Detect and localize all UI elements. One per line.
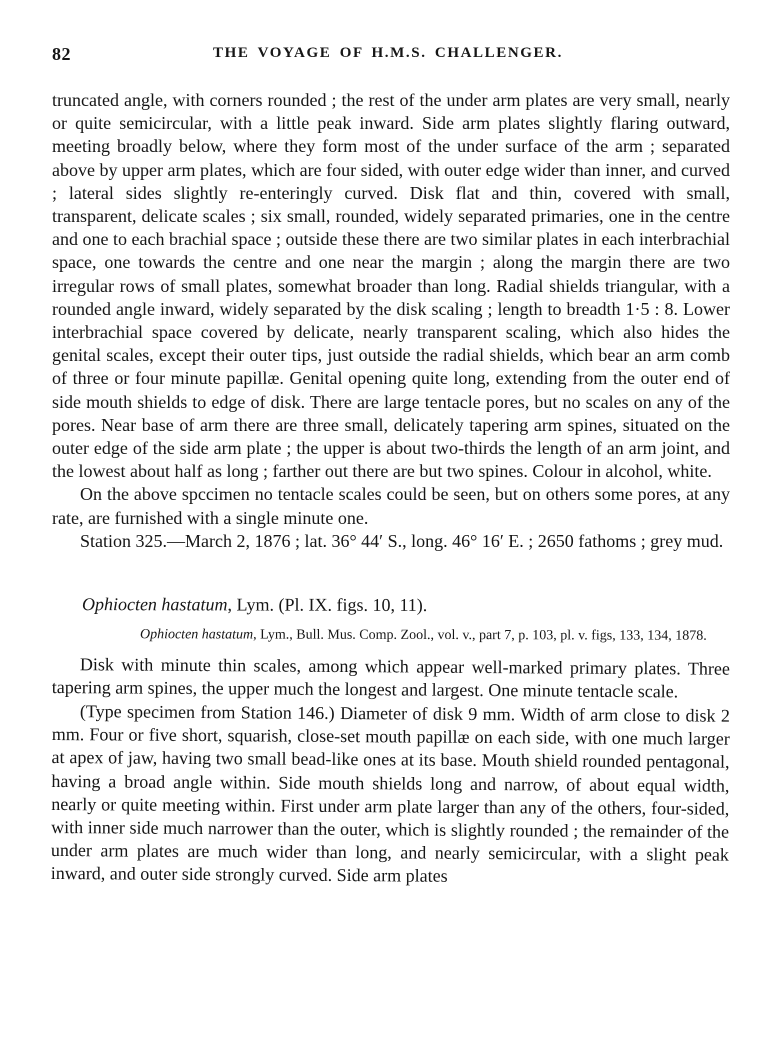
body-paragraph (52, 89, 730, 483)
text-segment: Station 325.—March 2, 1876 ; lat. 36° 44′ S., long. 46° 16′ E. ; 2650 fathoms ; grey mud. (80, 530, 724, 551)
citation (52, 625, 730, 646)
species-name: Ophiocten hastatum (81, 594, 228, 615)
text-segment: Disk with minute thin scales, among which appear well-marked primary plates. Three tapering arm spines, the upper much the longest and largest. One minute tentacle scale. (51, 654, 730, 702)
text-segment: , Lym. (Pl. IX. figs. 10, 11). (227, 594, 428, 616)
page-body (52, 89, 730, 885)
body-paragraph (52, 653, 730, 704)
species-name: Ophiocten hastatum (139, 627, 254, 643)
page-number: 82 (52, 44, 71, 64)
species-heading (52, 593, 730, 618)
body-paragraph (51, 700, 730, 890)
body-paragraph (52, 483, 730, 529)
text-segment: , Lym., Bull. Mus. Comp. Zool., vol. v., part 7, p. 103, pl. v. figs, 133, 134, 1878. (253, 627, 707, 644)
running-title: THE VOYAGE OF H.M.S. CHALLENGER. (213, 45, 563, 61)
page-header (0, 44, 776, 64)
text-segment: (Type specimen from Station 146.) Diameter of disk 9 mm. Width of arm close to disk 2 mm. Four or five short, squarish, close-set mouth papillæ on each side, with one much larger at apex of jaw, having two small bead-like ones at its base. Mouth shield rounded pentagonal, having a broad angle within. Side mouth shields long and narrow, of about equal width, nearly or quite meeting within. First under arm plate larger than any of the others, four-sided, with inner side much narrower than the outer, which is slightly rounded ; the remainder of the under arm plates are much wider than long, and nearly semicircular, with a slight peak inward, and outer side strongly curved. Side arm plates (50, 700, 730, 886)
text-segment: truncated angle, with corners rounded ; the rest of the under arm plates are very small, nearly or quite semicircular, with a little peak inward. Side arm plates slightly flaring outward, meeting broadly below, where they form most of the under surface of the arm ; separated above by upper arm plates, which are four sided, with outer edge wider than inner, and curved ; lateral sides slightly re-enteringly curved. Disk flat and thin, covered with small, transparent, delicate scales ; six small, rounded, widely separated primaries, one in the centre and one to each brachial space ; outside these there are two similar plates in each interbrachial space, one towards the centre and one near the margin ; along the margin there are two irregular rows of small plates, somewhat broader than long. Radial shields triangular, with a rounded angle inward, widely separated by the disk scaling ; length to breadth 1·5 : 8. Lower interbrachial space covered by delicate, nearly transparent scaling, which also hides the genital scales, except their outer tips, just outside the radial shields, which bear an arm comb of three or four minute papillæ. Genital opening quite long, extending from the outer end of side mouth shields to edge of disk. There are large tentacle pores, but no scales on any of the pores. Near base of arm there are three small, delicately tapering arm spines, situated on the outer edge of the side arm plate ; the upper is about two-thirds the length of an arm joint, and the lowest about half as long ; farther out there are but two spines. Colour in alcohol, white. (52, 90, 730, 482)
body-paragraph (52, 530, 730, 553)
text-segment: On the above spccimen no tentacle scales could be seen, but on others some pores, at any rate, are furnished with a single minute one. (52, 484, 730, 528)
